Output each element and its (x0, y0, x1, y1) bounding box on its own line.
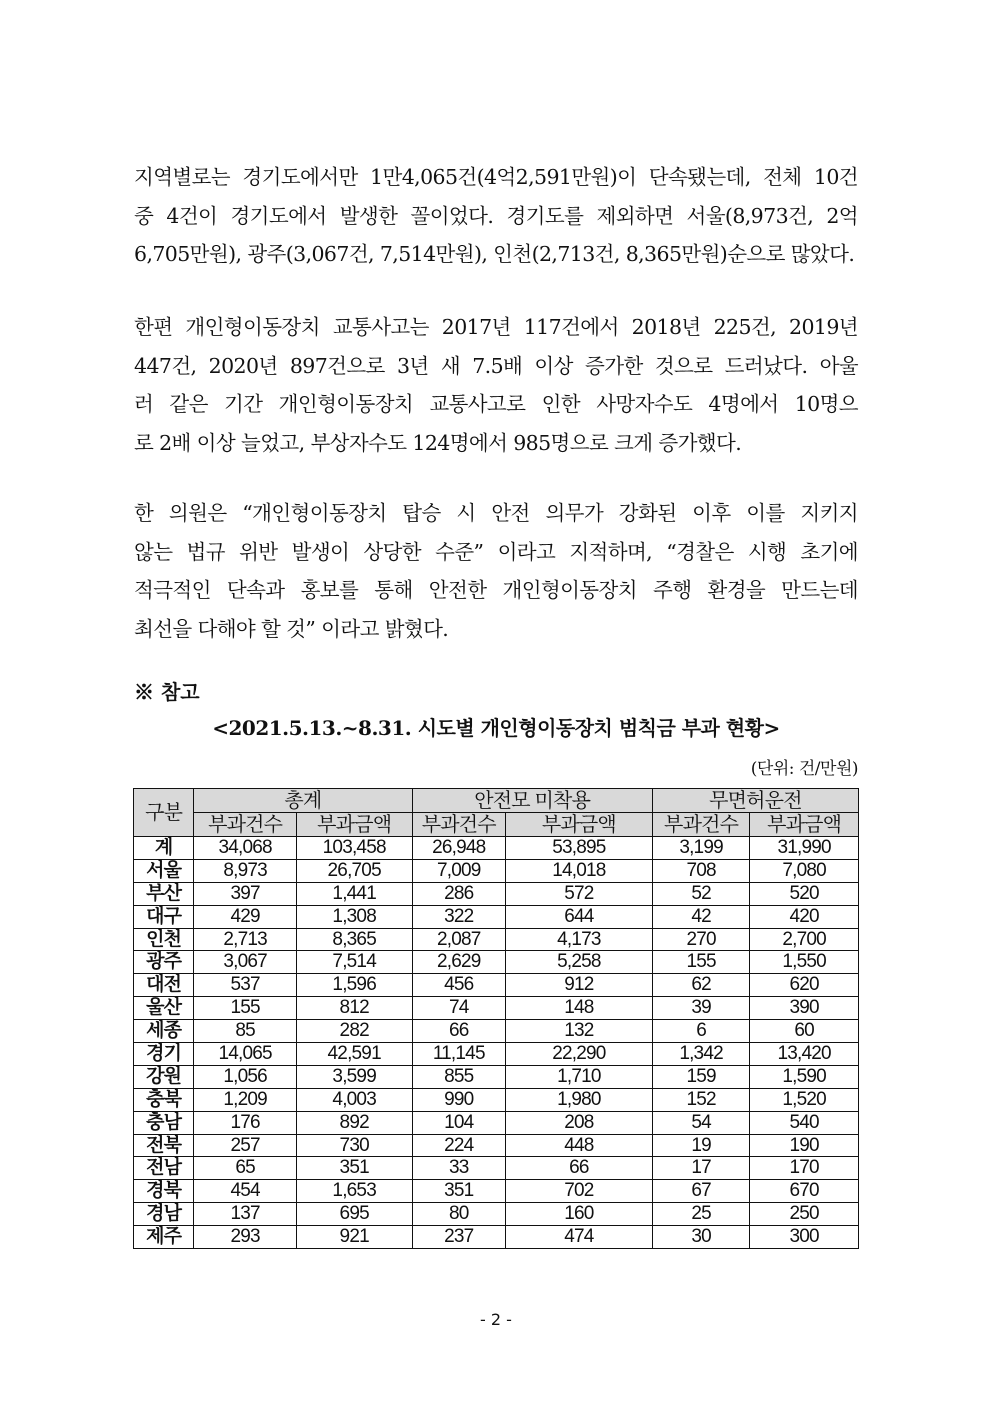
value-cell: 257 (194, 1134, 297, 1157)
value-cell: 190 (750, 1134, 859, 1157)
subheader-count: 부과건수 (412, 813, 506, 837)
value-cell: 7,080 (750, 859, 859, 882)
value-cell: 1,520 (750, 1088, 859, 1111)
paragraph-quote (134, 494, 858, 648)
region-cell: 계 (134, 837, 194, 860)
table-row (134, 1203, 859, 1226)
subheader-count: 부과건수 (194, 813, 297, 837)
region-cell: 울산 (134, 997, 194, 1020)
header-region: 구분 (134, 789, 194, 837)
table-body (134, 837, 859, 1249)
paragraph-line: 러 같은 기간 개인형이동장치 교통사고로 인한 사망자수도 4명에서 10명으 (134, 392, 858, 416)
value-cell: 912 (506, 974, 653, 997)
value-cell: 14,018 (506, 859, 653, 882)
value-cell: 2,713 (194, 928, 297, 951)
value-cell: 1,308 (296, 905, 412, 928)
value-cell: 39 (652, 997, 750, 1020)
value-cell: 282 (296, 1020, 412, 1043)
value-cell: 670 (750, 1180, 859, 1203)
value-cell: 26,948 (412, 837, 506, 860)
table-row (134, 974, 859, 997)
value-cell: 62 (652, 974, 750, 997)
table-row (134, 1226, 859, 1249)
value-cell: 1,980 (506, 1088, 653, 1111)
table-row (134, 997, 859, 1020)
value-cell: 6 (652, 1020, 750, 1043)
value-cell: 85 (194, 1020, 297, 1043)
region-cell: 서울 (134, 859, 194, 882)
subheader-amount: 부과금액 (750, 813, 859, 837)
value-cell: 1,653 (296, 1180, 412, 1203)
value-cell: 7,514 (296, 951, 412, 974)
table-row (134, 1157, 859, 1180)
paragraph-line: 최선을 다해야 할 것” 이라고 밝혔다. (134, 616, 449, 641)
value-cell: 1,550 (750, 951, 859, 974)
table-row (134, 882, 859, 905)
value-cell: 3,199 (652, 837, 750, 860)
value-cell: 65 (194, 1157, 297, 1180)
value-cell: 921 (296, 1226, 412, 1249)
region-cell: 대전 (134, 974, 194, 997)
value-cell: 152 (652, 1088, 750, 1111)
value-cell: 14,065 (194, 1043, 297, 1066)
value-cell: 53,895 (506, 837, 653, 860)
value-cell: 30 (652, 1226, 750, 1249)
region-cell: 광주 (134, 951, 194, 974)
value-cell: 31,990 (750, 837, 859, 860)
value-cell: 33 (412, 1157, 506, 1180)
value-cell: 3,067 (194, 951, 297, 974)
value-cell: 3,599 (296, 1065, 412, 1088)
value-cell: 160 (506, 1203, 653, 1226)
region-cell: 경기 (134, 1043, 194, 1066)
value-cell: 25 (652, 1203, 750, 1226)
value-cell: 155 (194, 997, 297, 1020)
value-cell: 429 (194, 905, 297, 928)
value-cell: 1,590 (750, 1065, 859, 1088)
value-cell: 132 (506, 1020, 653, 1043)
value-cell: 702 (506, 1180, 653, 1203)
value-cell: 80 (412, 1203, 506, 1226)
value-cell: 26,705 (296, 859, 412, 882)
subheader-amount: 부과금액 (296, 813, 412, 837)
value-cell: 520 (750, 882, 859, 905)
value-cell: 2,700 (750, 928, 859, 951)
table-row (134, 1180, 859, 1203)
value-cell: 1,710 (506, 1065, 653, 1088)
table-row (134, 1111, 859, 1134)
paragraph-line: 않는 법규 위반 발생이 상당한 수준” 이라고 지적하며, “경찰은 시행 초기에 (134, 539, 858, 564)
value-cell: 224 (412, 1134, 506, 1157)
value-cell: 1,209 (194, 1088, 297, 1111)
value-cell: 159 (652, 1065, 750, 1088)
value-cell: 1,596 (296, 974, 412, 997)
table-row (134, 1020, 859, 1043)
value-cell: 4,003 (296, 1088, 412, 1111)
value-cell: 66 (506, 1157, 653, 1180)
region-cell: 세종 (134, 1020, 194, 1043)
paragraph-line: 6,705만원), 광주(3,067건, 7,514만원), 인천(2,713건, 8,365만원)순으로 많았다. (134, 242, 855, 266)
region-cell: 강원 (134, 1065, 194, 1088)
value-cell: 67 (652, 1180, 750, 1203)
value-cell: 620 (750, 974, 859, 997)
table-row (134, 905, 859, 928)
value-cell: 148 (506, 997, 653, 1020)
header-group-unlicensed: 무면허운전 (652, 789, 858, 813)
value-cell: 155 (652, 951, 750, 974)
value-cell: 397 (194, 882, 297, 905)
value-cell: 60 (750, 1020, 859, 1043)
region-cell: 전남 (134, 1157, 194, 1180)
value-cell: 34,068 (194, 837, 297, 860)
page-number: - 2 - (480, 1310, 512, 1329)
value-cell: 170 (750, 1157, 859, 1180)
value-cell: 812 (296, 997, 412, 1020)
table-row (134, 1065, 859, 1088)
value-cell: 176 (194, 1111, 297, 1134)
value-cell: 17 (652, 1157, 750, 1180)
value-cell: 19 (652, 1134, 750, 1157)
value-cell: 390 (750, 997, 859, 1020)
value-cell: 1,342 (652, 1043, 750, 1066)
value-cell: 1,441 (296, 882, 412, 905)
value-cell: 300 (750, 1226, 859, 1249)
value-cell: 137 (194, 1203, 297, 1226)
paragraph-accidents (134, 308, 858, 462)
header-group-helmet: 안전모 미착용 (412, 789, 652, 813)
region-cell: 전북 (134, 1134, 194, 1157)
unit-note: (단위: 건/만원) (750, 759, 858, 779)
table-row (134, 837, 859, 860)
value-cell: 104 (412, 1111, 506, 1134)
value-cell: 7,009 (412, 859, 506, 882)
paragraph-line: 적극적인 단속과 홍보를 통해 안전한 개인형이동장치 주행 환경을 만드는데 (134, 578, 858, 602)
value-cell: 4,173 (506, 928, 653, 951)
paragraph-line: 중 4건이 경기도에서 발생한 꼴이었다. 경기도를 제외하면 서울(8,973건, 2억 (134, 203, 858, 228)
region-cell: 제주 (134, 1226, 194, 1249)
value-cell: 456 (412, 974, 506, 997)
value-cell: 708 (652, 859, 750, 882)
reference-label: ※ 참고 (134, 680, 200, 704)
table-row (134, 928, 859, 951)
value-cell: 42 (652, 905, 750, 928)
value-cell: 572 (506, 882, 653, 905)
region-cell: 대구 (134, 905, 194, 928)
header-group-total: 총계 (194, 789, 412, 813)
value-cell: 13,420 (750, 1043, 859, 1066)
subheader-amount: 부과금액 (506, 813, 653, 837)
value-cell: 730 (296, 1134, 412, 1157)
paragraph-line: 로 2배 이상 늘었고, 부상자수도 124명에서 985명으로 크게 증가했다. (134, 430, 742, 455)
region-cell: 충남 (134, 1111, 194, 1134)
subheader-count: 부과건수 (652, 813, 750, 837)
value-cell: 351 (412, 1180, 506, 1203)
value-cell: 420 (750, 905, 859, 928)
value-cell: 270 (652, 928, 750, 951)
value-cell: 454 (194, 1180, 297, 1203)
value-cell: 322 (412, 905, 506, 928)
paragraph-line: 지역별로는 경기도에서만 1만4,065건(4억2,591만원)이 단속됐는데, 전체 10건 (134, 165, 858, 189)
value-cell: 5,258 (506, 951, 653, 974)
paragraph-line: 한 의원은 “개인형이동장치 탑승 시 안전 의무가 강화된 이후 이를 지키지 (134, 501, 858, 525)
value-cell: 250 (750, 1203, 859, 1226)
value-cell: 2,087 (412, 928, 506, 951)
value-cell: 237 (412, 1226, 506, 1249)
table-row (134, 1043, 859, 1066)
region-cell: 경남 (134, 1203, 194, 1226)
region-cell: 경북 (134, 1180, 194, 1203)
value-cell: 855 (412, 1065, 506, 1088)
value-cell: 54 (652, 1111, 750, 1134)
value-cell: 22,290 (506, 1043, 653, 1066)
fine-table (133, 788, 859, 1249)
paragraph-line: 447건, 2020년 897건으로 3년 새 7.5배 이상 증가한 것으로 드러났다. 아울 (134, 353, 858, 378)
value-cell: 1,056 (194, 1065, 297, 1088)
value-cell: 103,458 (296, 837, 412, 860)
region-cell: 부산 (134, 882, 194, 905)
value-cell: 351 (296, 1157, 412, 1180)
value-cell: 2,629 (412, 951, 506, 974)
value-cell: 540 (750, 1111, 859, 1134)
value-cell: 695 (296, 1203, 412, 1226)
value-cell: 293 (194, 1226, 297, 1249)
value-cell: 8,365 (296, 928, 412, 951)
value-cell: 66 (412, 1020, 506, 1043)
value-cell: 52 (652, 882, 750, 905)
value-cell: 644 (506, 905, 653, 928)
table-row (134, 1134, 859, 1157)
table-row (134, 1088, 859, 1111)
table-row (134, 951, 859, 974)
paragraph-line: 한편 개인형이동장치 교통사고는 2017년 117건에서 2018년 225건, 2019년 (134, 315, 858, 339)
value-cell: 286 (412, 882, 506, 905)
value-cell: 8,973 (194, 859, 297, 882)
table-title: <2021.5.13.~8.31. 시도별 개인형이동장치 범칙금 부과 현황> (212, 716, 780, 740)
paragraph-regional (134, 158, 858, 274)
region-cell: 충북 (134, 1088, 194, 1111)
value-cell: 474 (506, 1226, 653, 1249)
value-cell: 208 (506, 1111, 653, 1134)
value-cell: 990 (412, 1088, 506, 1111)
value-cell: 11,145 (412, 1043, 506, 1066)
value-cell: 74 (412, 997, 506, 1020)
value-cell: 537 (194, 974, 297, 997)
value-cell: 892 (296, 1111, 412, 1134)
region-cell: 인천 (134, 928, 194, 951)
value-cell: 42,591 (296, 1043, 412, 1066)
value-cell: 448 (506, 1134, 653, 1157)
table-row (134, 859, 859, 882)
